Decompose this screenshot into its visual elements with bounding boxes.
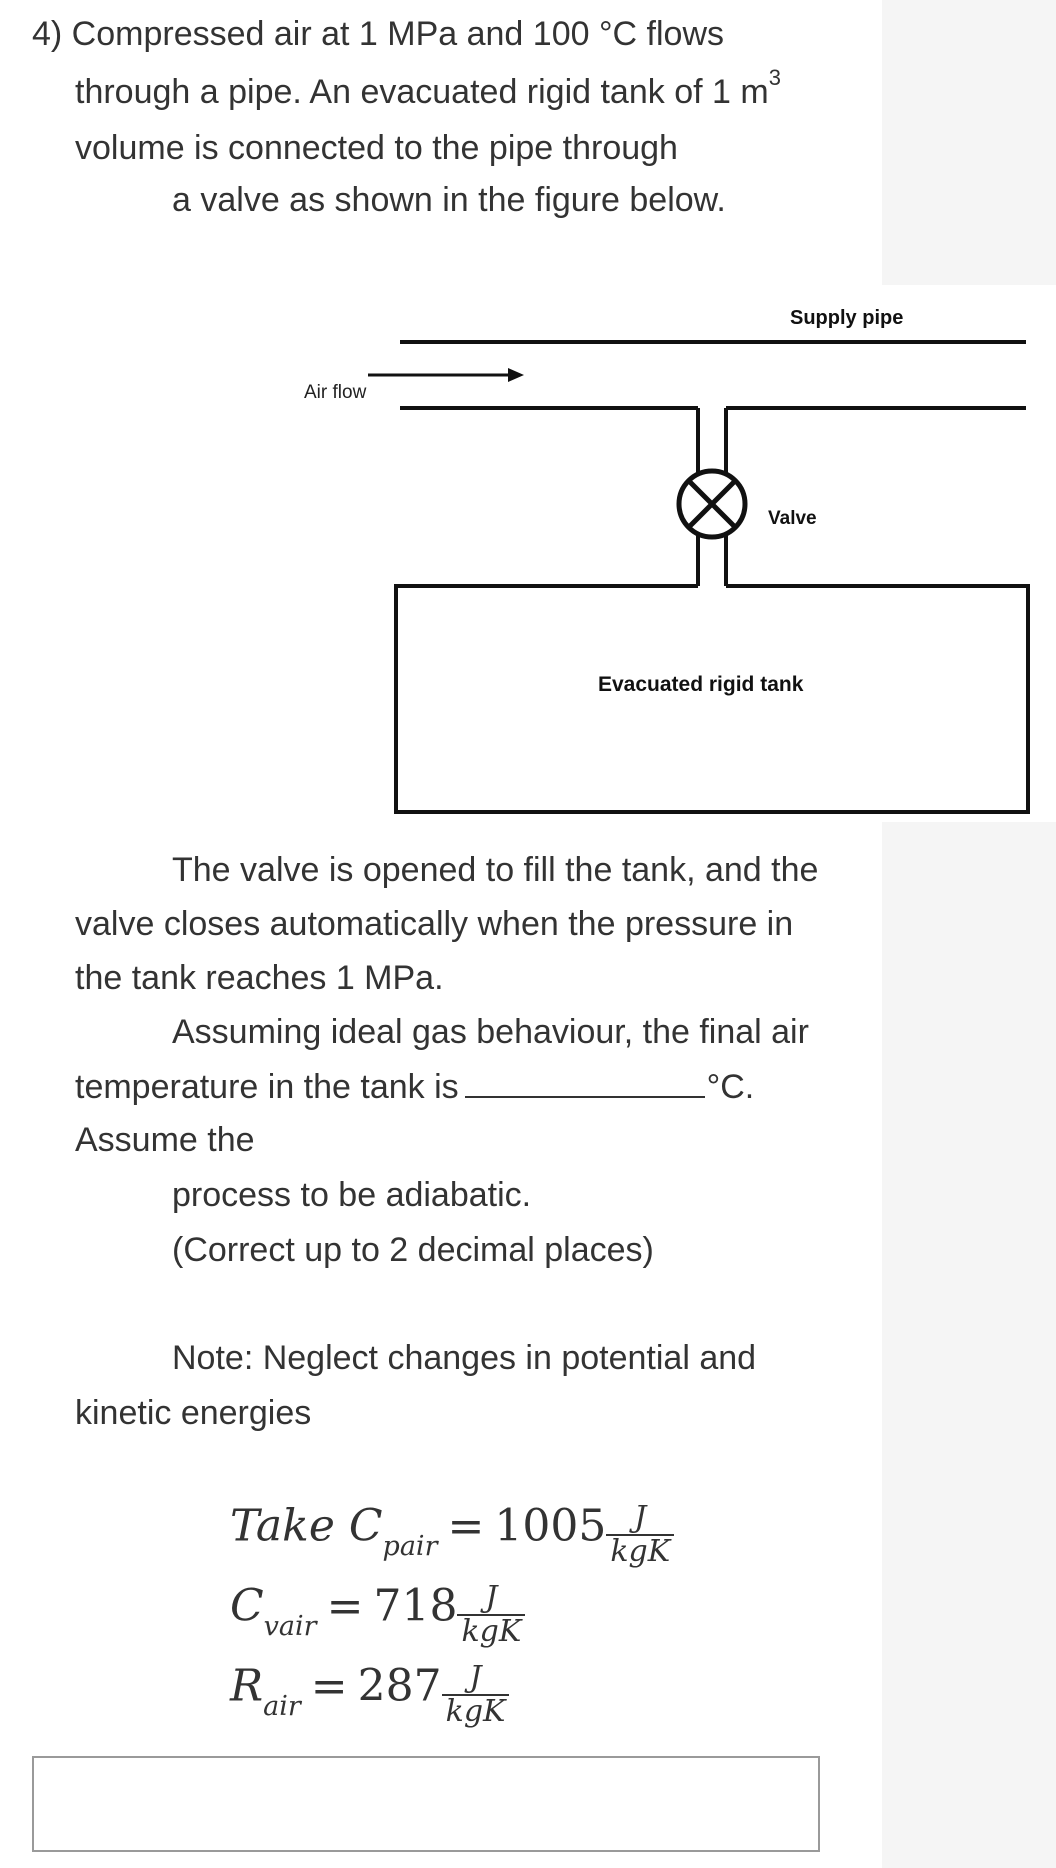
paragraph-2-line-1: Assuming ideal gas behaviour, the final air: [172, 1013, 809, 1051]
answer-blank: [465, 1066, 705, 1098]
paragraph-2-line-4: process to be adiabatic.: [172, 1176, 532, 1214]
tank-outline: [396, 586, 1028, 812]
tank-label: Evacuated rigid tank: [598, 673, 804, 696]
paragraph-2-line-3: Assume the: [75, 1121, 255, 1159]
note-line-2: kinetic energies: [75, 1394, 312, 1432]
paragraph-1-line-1: The valve is opened to fill the tank, and the: [172, 851, 819, 889]
supply-pipe-label: Supply pipe: [790, 307, 904, 329]
answer-input[interactable]: [32, 1756, 820, 1852]
side-panel: [882, 822, 1056, 1868]
arrow-head-icon: [508, 368, 524, 382]
question-line-2: through a pipe. An evacuated rigid tank of 1 $m^3$: [75, 65, 781, 111]
question-line-3: volume is connected to the pipe through: [75, 129, 678, 167]
cp-equation: Take $C_{pair} = 1005$ $\frac{J}{\text{kgK}}$: [230, 1496, 674, 1562]
question-line-4: a valve as shown in the figure below.: [172, 181, 726, 219]
figure-diagram: [0, 0, 1056, 830]
unit-fraction: $\frac{J}{\text{kgK}}$: [442, 1662, 510, 1728]
air-flow-label: Air flow: [304, 382, 367, 403]
cv-equation: $C_{vair} = 718$ $\frac{J}{\text{kgK}}$: [230, 1576, 525, 1642]
paragraph-1-line-3: the tank reaches 1 MPa.: [75, 959, 444, 997]
question-line-1: 4) Compressed air at 1 MPa and 100 °C flows: [32, 15, 725, 53]
paragraph-1-line-2: valve closes automatically when the pressure in: [75, 905, 794, 943]
note-line-1: Note: Neglect changes in potential and: [172, 1339, 757, 1377]
unit-fraction: $\frac{J}{\text{kgK}}$: [457, 1582, 525, 1648]
unit-fraction: $\frac{J}{\text{kgK}}$: [606, 1502, 674, 1568]
paragraph-2-line-5: (Correct up to 2 decimal places): [172, 1231, 654, 1269]
r-equation: $R_{air} = 287$ $\frac{J}{\text{kgK}}$: [230, 1656, 509, 1722]
valve-label: Valve: [768, 508, 817, 529]
paragraph-2-line-2: temperature in the tank is °C.: [75, 1068, 755, 1106]
